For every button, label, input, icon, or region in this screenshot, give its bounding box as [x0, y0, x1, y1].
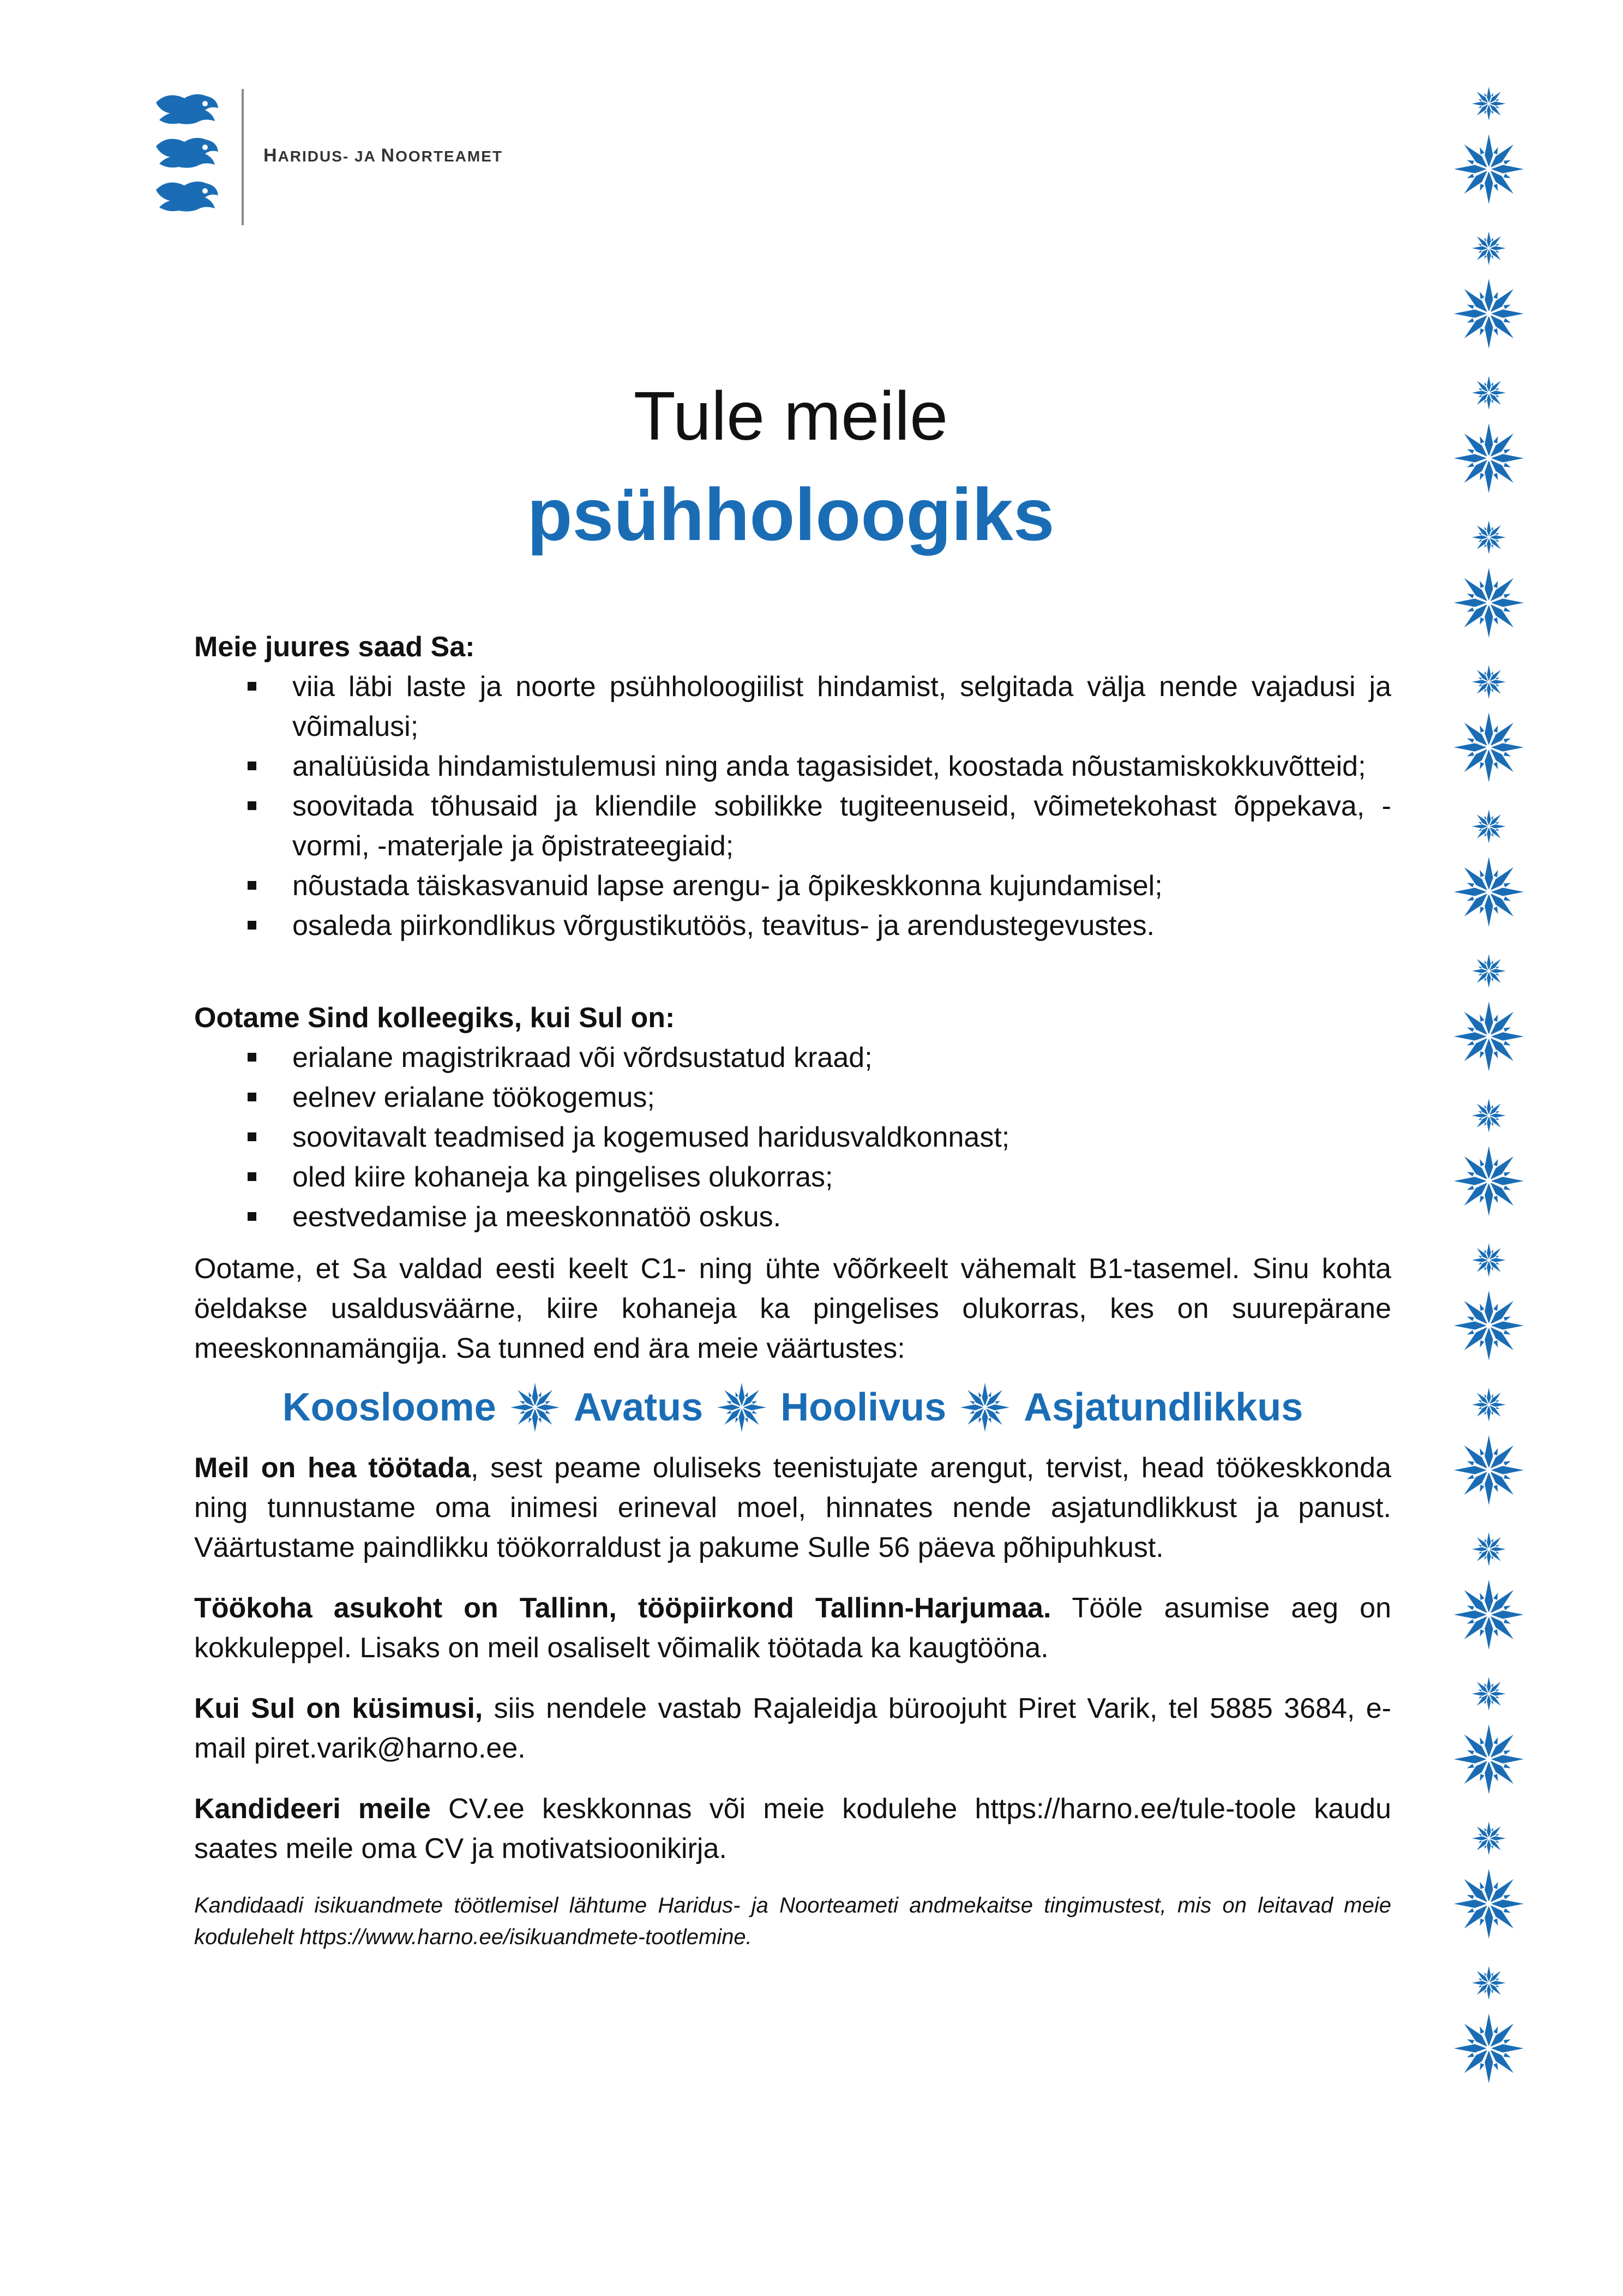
title-line-2: psühholoogiks — [527, 473, 1055, 556]
value-label: Avatus — [573, 1385, 704, 1429]
list-item: soovitavalt teadmised ja kogemused haridusvaldkonnast; — [292, 1118, 1391, 1158]
coat-of-arms-icon — [152, 86, 223, 228]
org-logo — [152, 81, 566, 228]
estonian-star-icon — [1472, 1677, 1506, 1711]
estonian-star-icon — [717, 1383, 766, 1432]
estonian-star-icon — [1454, 279, 1524, 349]
list-item: osaleda piirkondlikus võrgustikutöös, teavitus- ja arendustegevustes. — [292, 906, 1391, 946]
paragraph-location: Töökoha asukoht on Tallinn, tööpiirkond Tallinn-Harjumaa. Tööle asumise aeg on kokkuleppel. Lisaks on meil osaliselt võimalik töötada ka kaugtöönа. — [194, 1592, 1391, 1664]
logo-divider — [242, 89, 244, 225]
estonian-star-icon — [1472, 87, 1506, 121]
paragraph-work: Meil on hea töötada, sest peame oluliseks teenistujate arengut, tervist, head töökeskkonda ning tunnustame oma inimesi erineval moel, hinnates nende asjatundlikkust ja panust. Väärtustame paindlikku töökorraldust ja pakume Sulle 56 päeva põhipuhkust. — [194, 1452, 1392, 1563]
list-item: erialane magistrikraad või võrdsustatud kraad; — [292, 1038, 1391, 1078]
title-line-1: Tule meile — [633, 377, 948, 454]
list-item: nõustada täiskasvanuid lapse arengu- ja õpikeskkonna kujundamisel; — [292, 866, 1391, 906]
list-item: viia läbi laste ja noorte psühholoogiilist hindamist, selgitada välja nende vajadusi ja võimalusi; — [292, 667, 1391, 747]
estonian-star-icon — [1454, 1002, 1524, 1071]
estonian-star-icon — [1472, 520, 1506, 554]
estonian-star-icon — [1454, 1724, 1524, 1794]
estonian-star-icon — [1454, 568, 1524, 638]
estonian-star-icon — [1472, 665, 1506, 699]
list-item: eestvedamise ja meeskonnatöö oskus. — [292, 1197, 1391, 1237]
estonian-star-icon — [1454, 1580, 1524, 1650]
estonian-star-icon — [1472, 1532, 1506, 1566]
estonian-star-icon — [1454, 712, 1524, 782]
estonian-star-icon — [1472, 810, 1506, 843]
estonian-star-icon — [1472, 1821, 1506, 1855]
list-item: oled kiire kohaneja ka pingelises olukorras; — [292, 1158, 1391, 1197]
estonian-star-icon — [1454, 134, 1524, 204]
star-column — [1412, 60, 1565, 2220]
estonian-star-icon — [1454, 2013, 1524, 2083]
intro-paragraph: Ootame, et Sa valdad eesti keelt C1- ning ühte võõrkeelt vähemalt B1-tasemel. Sinu kohta öeldakse usaldusväärne, kiire kohaneja ka pingelises olukorras, kes on suurepärane meeskonnamängija. Sa tunned end ära meie väärtustes: — [194, 1253, 1391, 1364]
list-item: analüüsida hindamistulemusi ning anda tagasisidet, koostada nõustamiskokkuvõtteid; — [292, 747, 1391, 787]
value-label: Koosloome — [282, 1385, 496, 1429]
value-label: Asjatundlikkus — [1024, 1385, 1303, 1429]
paragraph-apply: Kandideeri meile CV.ee keskkonnas või meie kodulehe https://harno.ee/tule-toole kaudu saates meile oma CV ja motivatsioonikirja. — [194, 1793, 1392, 1865]
estonian-star-icon — [1472, 1966, 1506, 2000]
estonian-star-icon — [510, 1383, 560, 1432]
estonian-star-icon — [1472, 1099, 1506, 1132]
estonian-star-icon — [1472, 1243, 1506, 1277]
estonian-star-icon — [1454, 423, 1524, 493]
estonian-star-icon — [1472, 954, 1506, 988]
value-label: Hoolivus — [780, 1385, 947, 1429]
estonian-star-icon — [1454, 1869, 1524, 1939]
estonian-star-icon — [960, 1383, 1009, 1432]
estonian-star-icon — [1472, 231, 1506, 265]
estonian-star-icon — [1472, 376, 1506, 410]
section2-list — [194, 1038, 1391, 1237]
estonian-star-icon — [1454, 1435, 1524, 1505]
list-item: soovitada tõhusaid ja kliendile sobilikke tugiteenuseid, võimetekohast õppekava, -vormi, -materjale ja õpistrateegiaid; — [292, 787, 1391, 866]
main-content — [194, 627, 1391, 1953]
privacy-note: Kandidaadi isikuandmete töötlemisel lähtume Haridus- ja Noorteameti andmekaitse tingimustest, mis on leitavad meie kodulehelt https://www.harno.ee/isikuandmete-tootlemine. — [194, 1893, 1391, 1949]
values-row — [194, 1383, 1391, 1432]
section1-heading: Meie juures saad Sa: — [194, 631, 475, 663]
section2-heading: Ootame Sind kolleegiks, kui Sul on: — [194, 1002, 675, 1034]
estonian-star-icon — [1454, 857, 1524, 927]
estonian-star-icon — [1472, 1388, 1506, 1422]
estonian-star-icon — [1454, 1146, 1524, 1216]
estonian-star-icon — [1454, 1291, 1524, 1360]
list-item: eelnev erialane töökogemus; — [292, 1078, 1391, 1118]
paragraph-contact: Kui Sul on küsimusi, siis nendele vastab Rajaleidja büroojuht Piret Varik, tel 5885 3684, e-mail piret.varik@harno.ee. — [194, 1693, 1391, 1764]
org-name: HARIDUS- JA NOORTEAMET — [263, 145, 503, 166]
section1-list — [194, 667, 1391, 946]
